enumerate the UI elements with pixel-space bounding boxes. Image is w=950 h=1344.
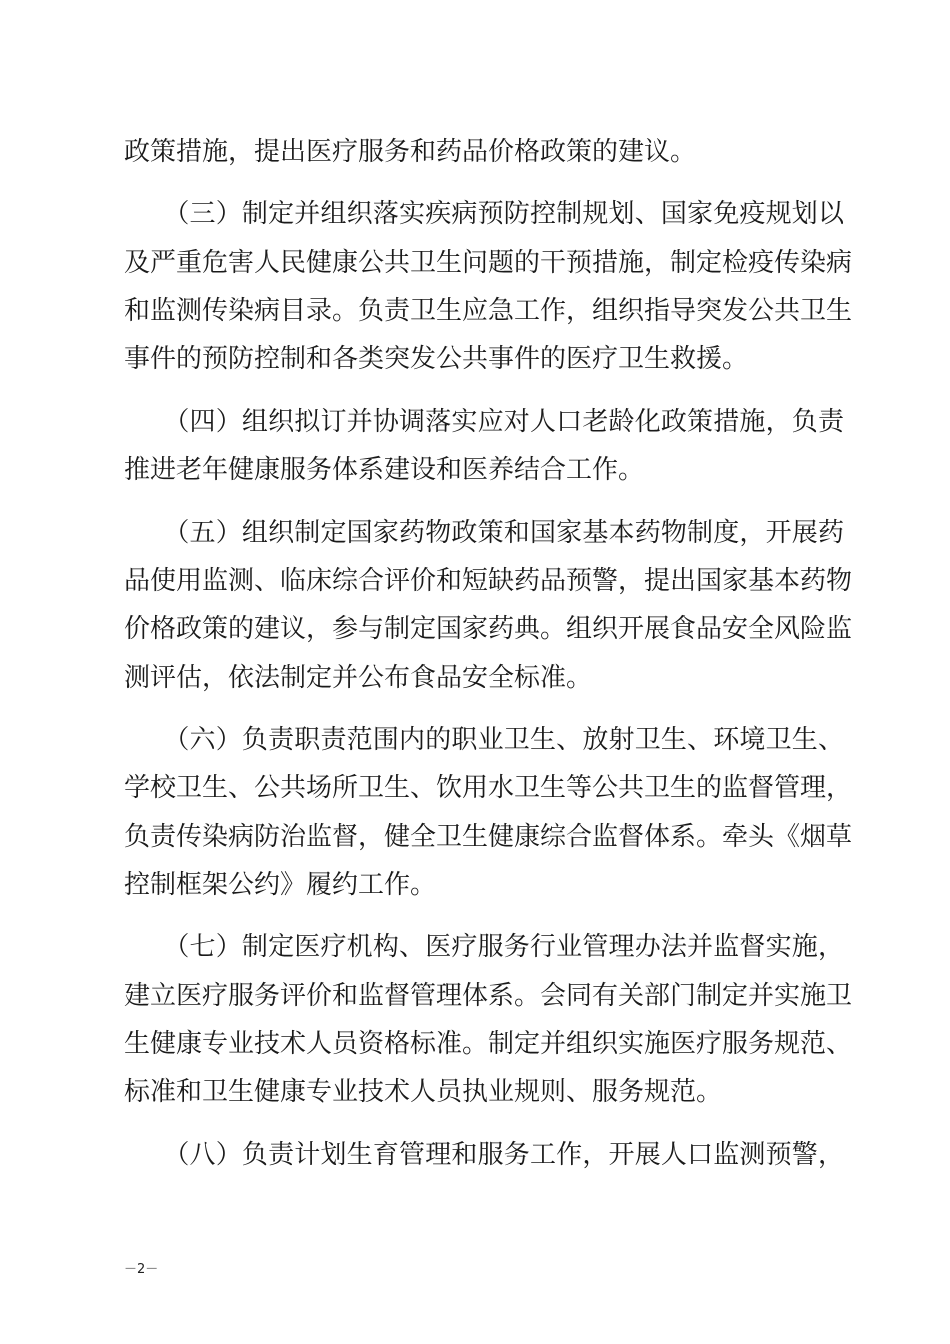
text-line: 建立医疗服务评价和监督管理体系。会同有关部门制定并实施卫 <box>124 981 853 1011</box>
text-line: 事件的预防控制和各类突发公共事件的医疗卫生救援。 <box>124 344 749 374</box>
text-line: 负责传染病防治监督，健全卫生健康综合监督体系。牵头《烟草 <box>124 822 853 852</box>
text-line: 推进老年健康服务体系建设和医养结合工作。 <box>124 455 645 485</box>
text-line: 政策措施，提出医疗服务和药品价格政策的建议。 <box>124 137 697 167</box>
text-line: 标准和卫生健康专业技术人员执业规则、服务规范。 <box>124 1077 723 1107</box>
text-line: 品使用监测、临床综合评价和短缺药品预警，提出国家基本药物 <box>124 566 853 596</box>
text-line: （三）制定并组织落实疾病预防控制规划、国家免疫规划以 <box>124 199 844 229</box>
text-line: （八）负责计划生育管理和服务工作，开展人口监测预警， <box>124 1140 844 1170</box>
text-line: （五）组织制定国家药物政策和国家基本药物制度，开展药 <box>124 518 844 548</box>
text-line: 生健康专业技术人员资格标准。制定并组织实施医疗服务规范、 <box>124 1029 853 1059</box>
page-number: －2－ <box>124 1262 159 1277</box>
text-line: 和监测传染病目录。负责卫生应急工作，组织指导突发公共卫生 <box>124 296 853 326</box>
text-line: 学校卫生、公共场所卫生、饮用水卫生等公共卫生的监督管理， <box>124 773 853 803</box>
text-line: （四）组织拟订并协调落实应对人口老龄化政策措施，负责 <box>124 407 844 437</box>
text-line: 控制框架公约》履约工作。 <box>124 870 437 900</box>
text-line: 测评估，依法制定并公布食品安全标准。 <box>124 663 593 693</box>
text-line: 及严重危害人民健康公共卫生问题的干预措施，制定检疫传染病 <box>124 248 853 278</box>
text-line: （七）制定医疗机构、医疗服务行业管理办法并监督实施， <box>124 932 844 962</box>
text-line: （六）负责职责范围内的职业卫生、放射卫生、环境卫生、 <box>124 725 844 755</box>
text-line: 价格政策的建议，参与制定国家药典。组织开展食品安全风险监 <box>124 614 853 644</box>
